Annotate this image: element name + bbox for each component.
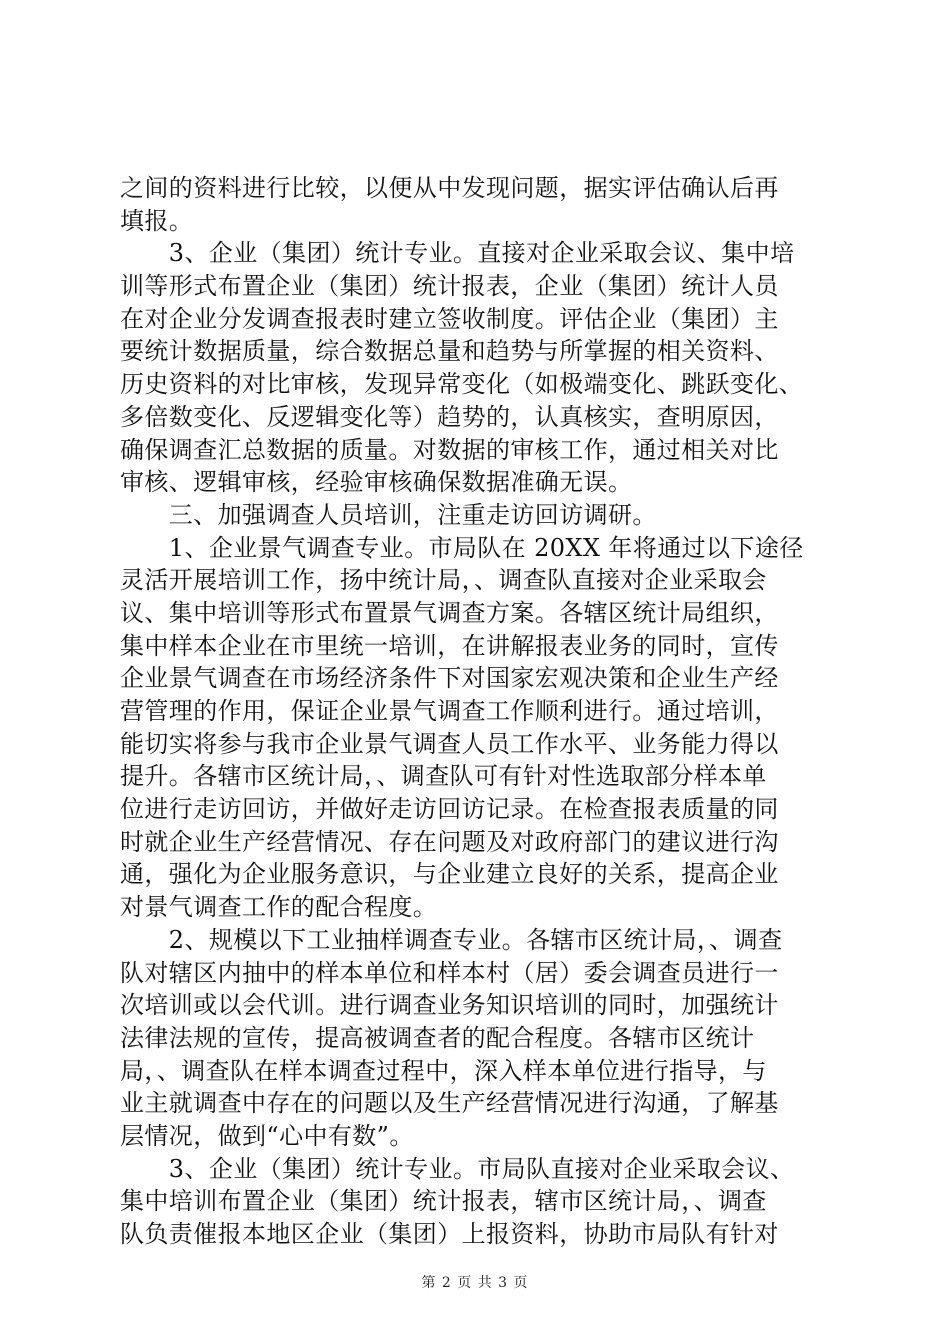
body-line: 要统计数据质量，综合数据总量和趋势与所掌握的相关资料、 xyxy=(120,337,779,366)
body-line: 多倍数变化、反逻辑变化等）趋势的，认真核实，查明原因， xyxy=(120,402,779,431)
body-line: 通，强化为企业服务意识，与企业建立良好的关系，提高企业 xyxy=(120,860,779,889)
body-line: 在对企业分发调查报表时建立签收制度。评估企业（集团）主 xyxy=(120,304,779,333)
body-line: 确保调查汇总数据的质量。对数据的审核工作，通过相关对比 xyxy=(120,435,779,464)
body-line: 企业景气调查在市场经济条件下对国家宏观决策和企业生产经 xyxy=(120,664,779,693)
body-line: 三、加强调查人员培训，注重走访回访调研。 xyxy=(120,500,657,529)
body-line: 议、集中培训等形式布置景气调查方案。各辖区统计局组织， xyxy=(120,598,779,627)
body-line: 法律法规的宣传，提高被调查者的配合程度。各辖市区统计 xyxy=(120,1023,755,1052)
body-line: 集中培训布置企业（集团）统计报表，辖市区统计局，、调查 xyxy=(120,1187,767,1216)
page-footer: 第 2 页 共 3 页 xyxy=(421,1275,529,1291)
body-line: 营管理的作用，保证企业景气调查工作顺利进行。通过培训， xyxy=(120,697,779,725)
body-line: 业主就调查中存在的问题以及生产经营情况进行沟通，了解基 xyxy=(120,1089,779,1118)
body-line: 队负责催报本地区企业（集团）上报资料，协助市局队有针对 xyxy=(120,1220,779,1248)
body-line: 填报。 xyxy=(120,206,194,235)
body-line: 3、企业（集团）统计专业。直接对企业采取会议、集中培 xyxy=(120,239,795,268)
body-line: 时就企业生产经营情况、存在问题及对政府部门的建议进行沟 xyxy=(120,827,779,856)
body-line: 审核、逻辑审核，经验审核确保数据准确无误。 xyxy=(120,468,633,497)
body-line: 队对辖区内抽中的样本单位和样本村（居）委会调查员进行一 xyxy=(120,958,779,987)
body-line: 灵活开展培训工作，扬中统计局，、调查队直接对企业采取会 xyxy=(120,566,767,595)
body-line: 2、规模以下工业抽样调查专业。各辖市区统计局，、调查 xyxy=(120,925,783,954)
body-line: 历史资料的对比审核，发现异常变化（如极端变化、跳跃变化、 xyxy=(120,370,804,399)
body-line: 层情况，做到“心中有数”。 xyxy=(120,1121,414,1150)
body-line: 局，、调查队在样本调查过程中，深入样本单位进行指导，与 xyxy=(120,1056,767,1085)
document-body xyxy=(120,172,842,1251)
body-line: 3、企业（集团）统计专业。市局队直接对企业采取会议、 xyxy=(120,1154,795,1183)
body-line: 之间的资料进行比较，以便从中发现问题，据实评估确认后再 xyxy=(120,174,779,202)
body-line: 集中样本企业在市里统一培训，在讲解报表业务的同时，宣传 xyxy=(120,631,779,660)
body-line: 位进行走访回访，并做好走访回访记录。在检查报表质量的同 xyxy=(120,795,779,824)
body-line: 提升。各辖市区统计局，、调查队可有针对性选取部分样本单 xyxy=(120,762,767,791)
body-line: 对景气调查工作的配合程度。 xyxy=(120,893,438,922)
body-line: 1、企业景气调查专业。市局队在 20XX 年将通过以下途径 xyxy=(120,533,804,562)
body-line: 训等形式布置企业（集团）统计报表，企业（集团）统计人员 xyxy=(120,272,779,301)
body-line: 能切实将参与我市企业景气调查人员工作水平、业务能力得以 xyxy=(120,729,779,758)
body-line: 次培训或以会代训。进行调查业务知识培训的同时，加强统计 xyxy=(120,991,779,1020)
